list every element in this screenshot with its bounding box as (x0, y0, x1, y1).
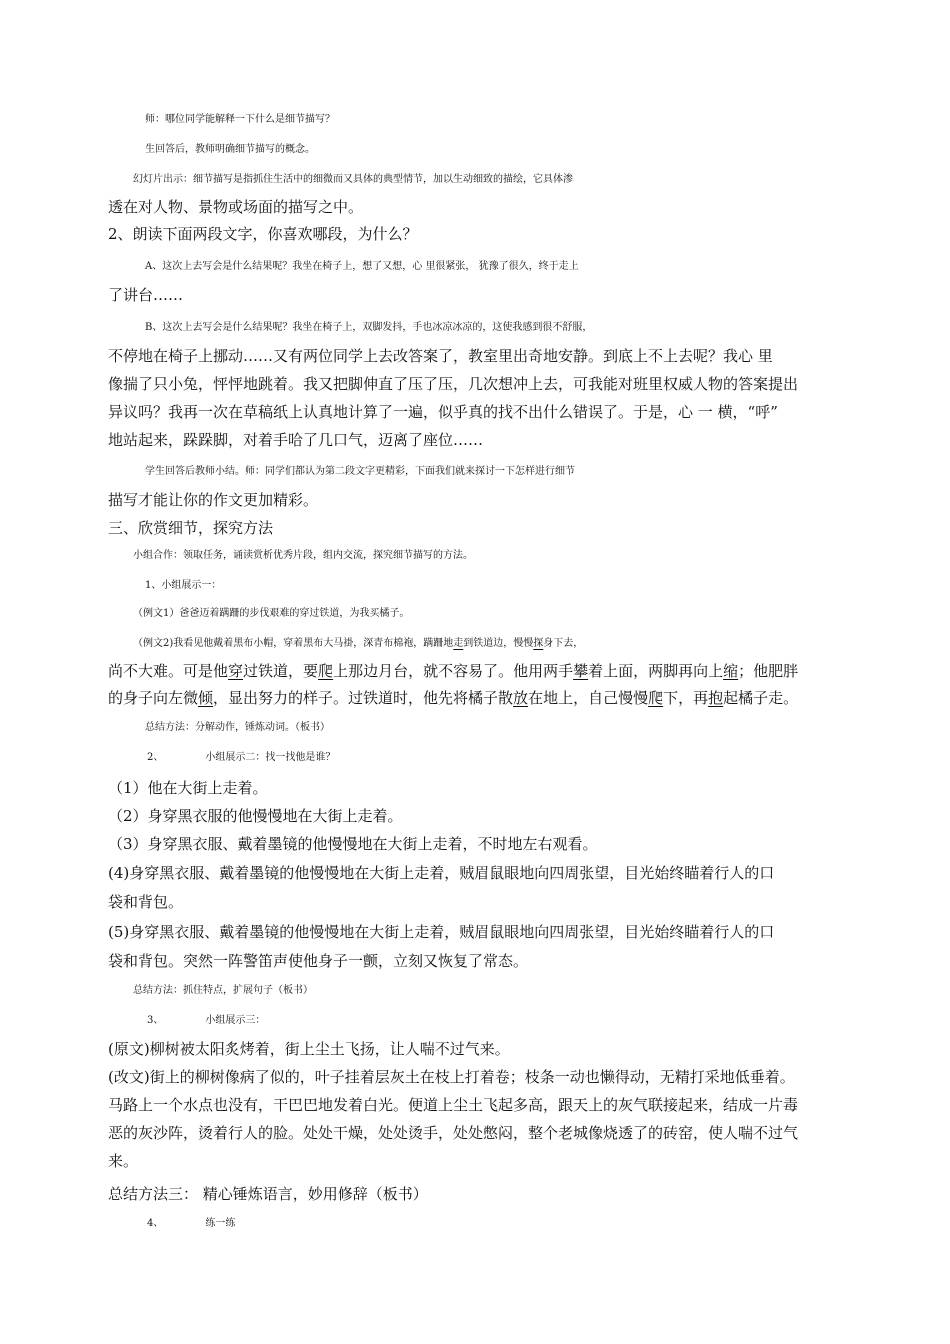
paragraph-line: (5)身穿黑衣服、戴着墨镜的他慢慢地在大街上走着，贼眉鼠眼地向四周张望，目光始终瞄着行人的口 (108, 923, 775, 941)
summary-line: 总结方法：抓住特点，扩展句子（板书） (133, 985, 313, 996)
paragraph-line: B、这次上去写会是什么结果呢？我坐在椅子上，双脚发抖，手也冰凉冰凉的，这使我感到很不舒服， (145, 322, 593, 333)
paragraph-line: 不停地在椅子上挪动……又有两位同学上去改答案了，教室里出奇地安静。到底上不上去呢？我心 里 (108, 347, 773, 365)
paragraph-line: 学生回答后教师小结。师：同学们都认为第二段文字更精彩，下面我们就来探讨一下怎样进行细节 (145, 466, 575, 477)
paragraph-line: （2）身穿黑衣服的他慢慢地在大街上走着。 (108, 807, 403, 825)
example2-line (133, 634, 873, 654)
text-run: 尚不大难。可是他 (108, 662, 229, 680)
paragraph-line: 幻灯片出示：细节描写是指抓住生活中的细微而又具体的典型情节，加以生动细致的描绘，它具体渗 (133, 174, 573, 185)
paragraph-line: 恶的灰沙阵，烫着行人的脸。处处干燥，处处烫手，处处憋闷，整个老城像烧透了的砖窑，使人喘不过气 (108, 1124, 799, 1142)
paragraph-line: 生回答后，教师明确细节描写的概念。 (145, 144, 315, 155)
group-heading (145, 1011, 885, 1031)
example2-line (108, 661, 848, 681)
summary-line: 总结方法三： 精心锤炼语言，妙用修辞（板书） (108, 1185, 428, 1203)
underlined-verb: 攀 (573, 662, 589, 680)
underlined-verb: 放 (513, 689, 529, 707)
text-run: 着上面，两脚再向上 (588, 662, 724, 680)
group-title: 练一练 (205, 1218, 236, 1229)
text-run: 上那边月台，就不容易了。他用两手 (333, 662, 574, 680)
paragraph-line: (4)身穿黑衣服、戴着墨镜的他慢慢地在大街上走着，贼眉鼠眼地向四周张望，目光始终瞄着行人的口 (108, 864, 775, 882)
underlined-verb: 缩 (723, 662, 739, 680)
paragraph-line: 小组合作：领取任务，诵读赏析优秀片段，组内交流，探究细节描写的方法。 (133, 550, 473, 561)
paragraph-line: A、这次上去写会是什么结果呢？我坐在椅子上，想了又想，心 里很紧张， 犹豫了很久，终于走上 (145, 261, 579, 272)
paragraph-line: 袋和背包。 (108, 893, 184, 911)
text-run: 的身子向左微 (108, 689, 199, 707)
paragraph-line: 地站起来，跺跺脚，对着手哈了几口气，迈离了座位…… (108, 431, 484, 449)
paragraph-line: 袋和背包。突然一阵警笛声使他身子一颤，立刻又恢复了常态。 (108, 952, 529, 970)
section-heading: 三、欣赏细节，探究方法 (108, 519, 274, 537)
text-run: 身下去， (543, 638, 584, 649)
paragraph-line: （1）他在大街上走着。 (108, 779, 268, 797)
group-heading (145, 748, 885, 768)
text-run: （例文2)我看见他戴着黑布小帽，穿着黑布大马褂，深青布棉袍，蹒跚地 (133, 638, 454, 649)
group-title: 小组展示三： (205, 1015, 266, 1026)
example2-line (108, 688, 848, 708)
group-number: 2、 (147, 752, 164, 763)
group-number: 3、 (147, 1015, 164, 1026)
paragraph-line: 异议吗？我再一次在草稿纸上认真地计算了一遍，似乎真的找不出什么错误了。于是，心 一 横，“呼” (108, 403, 778, 421)
paragraph-line: 了讲台…… (108, 286, 184, 304)
text-run: ；他肥胖 (738, 662, 799, 680)
underlined-verb: 倾 (198, 689, 214, 707)
group-title: 小组展示二：找一找他是谁？ (205, 752, 336, 763)
underlined-verb: 走 (453, 638, 464, 649)
summary-line: 总结方法：分解动作，锤炼动词。（板书） (145, 722, 330, 733)
underlined-verb: 穿 (228, 662, 244, 680)
text-run: 在地上，自己慢慢 (528, 689, 649, 707)
text-run: 起橘子走。 (723, 689, 799, 707)
text-run: 过铁道，要 (243, 662, 319, 680)
paragraph-line: (原文)柳树被太阳炙烤着，街上尘土飞扬，让人喘不过气来。 (108, 1040, 510, 1058)
paragraph-line: (改文)街上的柳树像病了似的，叶子挂着层灰土在枝上打着卷；枝条一动也懒得动，无精打采地低垂着。 (108, 1068, 795, 1086)
paragraph-line: 1、小组展示一： (145, 580, 222, 591)
paragraph-line: 师：哪位同学能解释一下什么是细节描写？ (145, 114, 335, 125)
underlined-verb: 抱 (708, 689, 724, 707)
underlined-verb: 爬 (318, 662, 334, 680)
underlined-verb: 探 (533, 638, 544, 649)
text-run: 到铁道边，慢慢 (463, 638, 534, 649)
paragraph-line: 马路上一个水点也没有，干巴巴地发着白光。便道上尘土飞起多高，跟天上的灰气联接起来，结成一片毒 (108, 1096, 799, 1114)
text-run: 下，再 (663, 689, 709, 707)
paragraph-line: （例文1）爸爸迈着蹒跚的步伐艰难的穿过铁道，为我买橘子。 (133, 608, 410, 619)
text-run: ，显出努力的样子。过铁道时，他先将橘子散 (213, 689, 514, 707)
paragraph-line: 来。 (108, 1152, 139, 1170)
paragraph-line: 像揣了只小兔，怦怦地跳着。我又把脚伸直了压了压，几次想冲上去，可我能对班里权威人物的答案提出 (108, 375, 799, 393)
group-number: 4、 (147, 1218, 164, 1229)
paragraph-line: （3）身穿黑衣服、戴着墨镜的他慢慢地在大街上走着，不时地左右观看。 (108, 835, 598, 853)
paragraph-line: 描写才能让你的作文更加精彩。 (108, 491, 319, 509)
underlined-verb: 爬 (648, 689, 664, 707)
paragraph-line: 透在对人物、景物或场面的描写之中。 (108, 198, 364, 216)
group-heading (145, 1214, 885, 1234)
section-heading: 2、朗读下面两段文字，你喜欢哪段，为什么？ (108, 225, 418, 243)
